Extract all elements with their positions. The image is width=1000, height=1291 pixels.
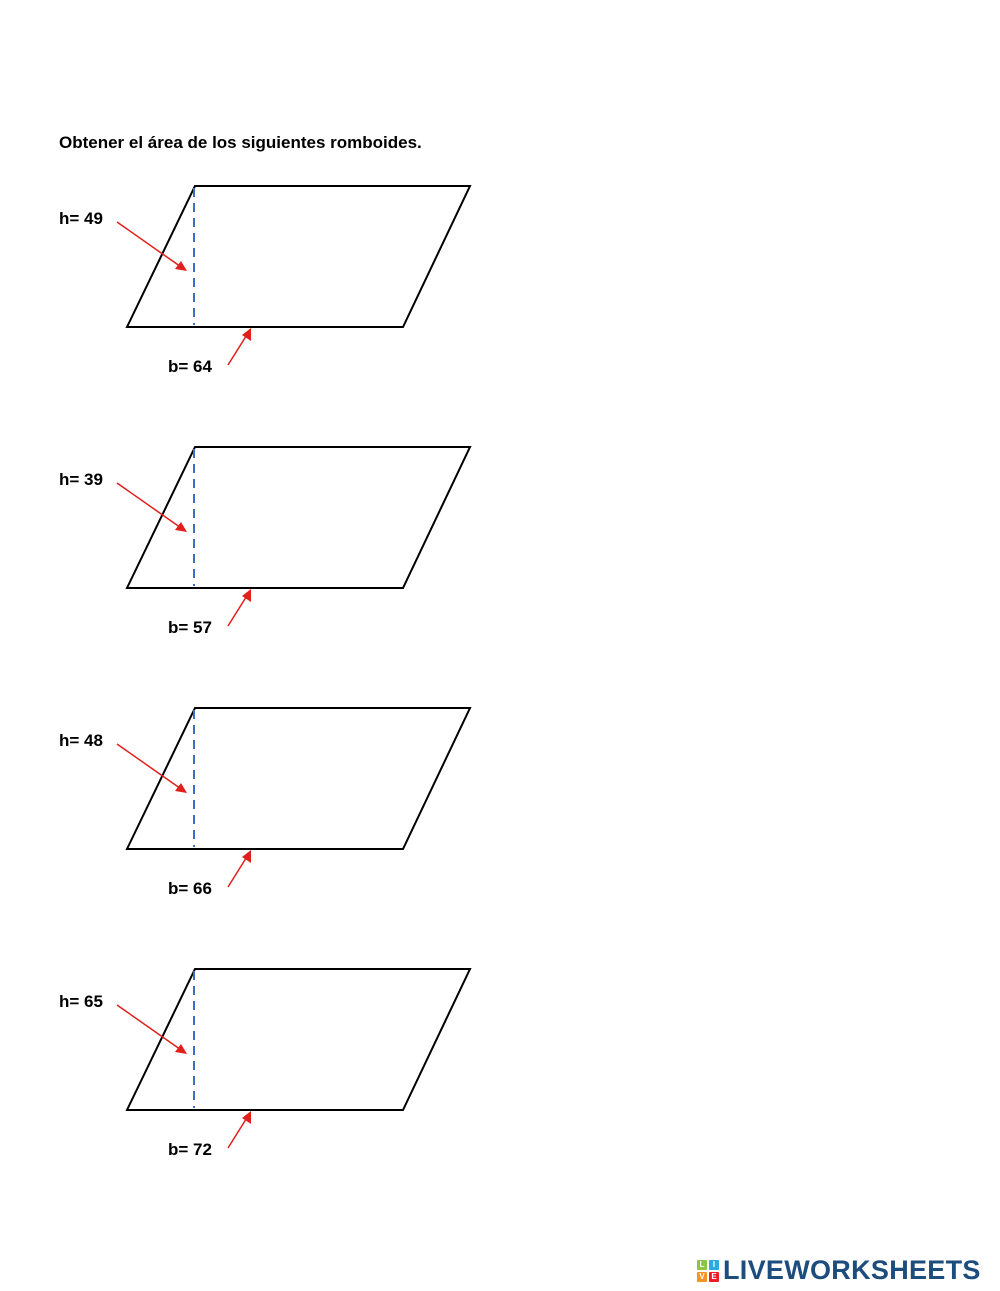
logo-letter: I bbox=[709, 1260, 719, 1270]
logo-letter: E bbox=[709, 1272, 719, 1282]
worksheet-title: Obtener el área de los siguientes romboides. bbox=[59, 133, 422, 152]
liveworksheets-logo bbox=[697, 1255, 981, 1286]
parallelogram-shape bbox=[127, 708, 470, 849]
base-arrow bbox=[228, 855, 248, 887]
base-label: b= 66 bbox=[168, 879, 212, 898]
logo-text: LIVEWORKSHEETS bbox=[723, 1255, 981, 1285]
base-arrow bbox=[228, 333, 248, 365]
height-label: h= 49 bbox=[59, 209, 103, 228]
parallelogram-shape bbox=[127, 447, 470, 588]
height-label: h= 48 bbox=[59, 731, 103, 750]
height-label: h= 65 bbox=[59, 992, 103, 1011]
height-label: h= 39 bbox=[59, 470, 103, 489]
parallelogram-problem-2 bbox=[0, 446, 520, 646]
height-arrowhead bbox=[175, 261, 187, 271]
parallelogram-shape bbox=[127, 969, 470, 1110]
base-arrow bbox=[228, 1116, 248, 1148]
parallelogram-problem-1 bbox=[0, 185, 520, 385]
logo-letter: V bbox=[697, 1272, 707, 1282]
logo-mark-icon bbox=[697, 1260, 719, 1282]
parallelogram-problem-3 bbox=[0, 707, 520, 907]
base-arrow bbox=[228, 594, 248, 626]
height-arrowhead bbox=[175, 522, 187, 532]
base-label: b= 57 bbox=[168, 618, 212, 637]
parallelogram-problem-4 bbox=[0, 968, 520, 1168]
logo-letter: L bbox=[697, 1260, 707, 1270]
base-label: b= 64 bbox=[168, 357, 212, 376]
base-label: b= 72 bbox=[168, 1140, 212, 1159]
height-arrowhead bbox=[175, 783, 187, 793]
parallelogram-shape bbox=[127, 186, 470, 327]
height-arrowhead bbox=[175, 1044, 187, 1054]
